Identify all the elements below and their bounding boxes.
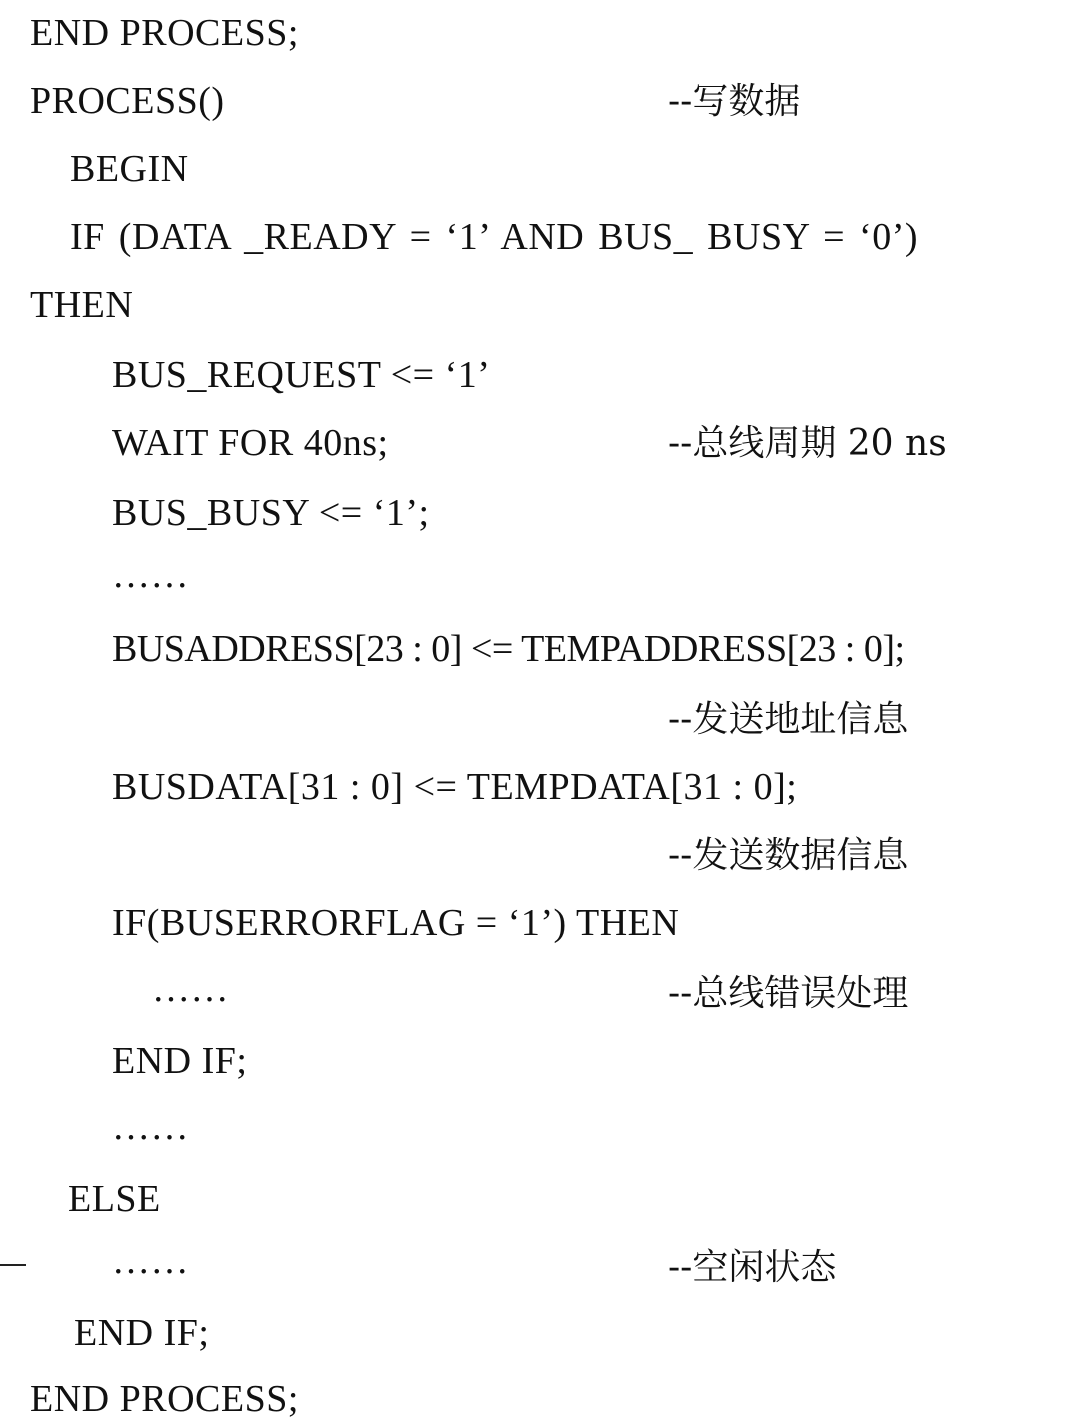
comment-idle-state: --空闲状态 bbox=[668, 1247, 837, 1288]
comment-send-data: --发送数据信息 bbox=[668, 835, 909, 876]
code-line-21: END PROCESS; bbox=[30, 1378, 299, 1420]
code-line-3: BEGIN bbox=[70, 148, 189, 190]
comment-send-address: --发送地址信息 bbox=[668, 699, 909, 740]
code-line-16: END IF; bbox=[112, 1040, 248, 1082]
margin-mark bbox=[0, 1264, 26, 1266]
code-line-6: BUS_REQUEST <= ‘1’ bbox=[112, 354, 491, 396]
comment-write-data: --写数据 bbox=[668, 81, 801, 122]
code-line-17: …… bbox=[112, 1106, 189, 1148]
code-line-20: END IF; bbox=[74, 1312, 210, 1354]
code-line-1: END PROCESS; bbox=[30, 12, 299, 54]
code-line-12: BUSDATA[31 : 0] <= TEMPDATA[31 : 0]; bbox=[112, 766, 798, 808]
code-line-4: IF (DATA _READY = ‘1’ AND BUS_ BUSY = ‘0’) bbox=[70, 216, 919, 258]
code-line-14: IF(BUSERRORFLAG = ‘1’) THEN bbox=[112, 902, 680, 944]
code-line-18: ELSE bbox=[68, 1178, 161, 1220]
code-line-2: PROCESS() bbox=[30, 80, 225, 122]
comment-bus-error: --总线错误处理 bbox=[668, 973, 909, 1014]
comment-bus-cycle: --总线周期 20 ns bbox=[668, 423, 947, 464]
code-line-10: BUSADDRESS[23 : 0] <= TEMPADDRESS[23 : 0]; bbox=[112, 628, 905, 670]
code-line-19: …… bbox=[112, 1240, 189, 1282]
code-line-9: …… bbox=[112, 554, 189, 596]
code-line-15: …… bbox=[152, 968, 229, 1010]
code-line-8: BUS_BUSY <= ‘1’; bbox=[112, 492, 430, 534]
code-line-5: THEN bbox=[30, 284, 134, 326]
code-line-7: WAIT FOR 40ns; bbox=[112, 422, 389, 464]
